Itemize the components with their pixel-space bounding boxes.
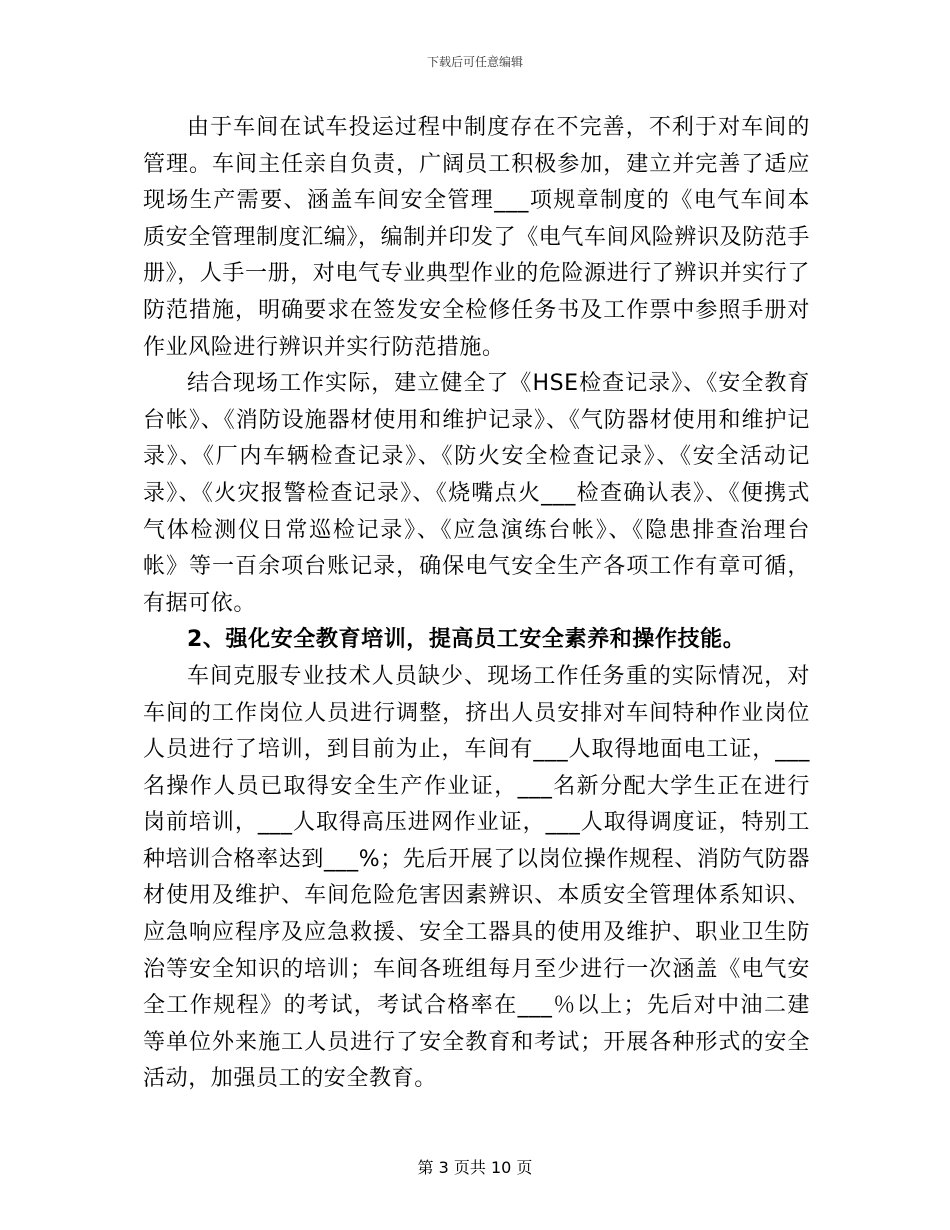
section-heading-training: 2、强化安全教育培训，提高员工安全素养和操作技能。 — [187, 627, 746, 653]
paragraph-records-ledger: 结合现场工作实际，建立健全了《HSE检查记录》、《安全教育台帐》、《消防设施器材使用和维护记录》、《气防器材使用和维护记录》、《厂内车辆检查记录》、《防火安全检查记录》、《安全活动记录》、《火灾报警检查记录》、《烧嘴点火___检查确认表》、《便携式气体检测仪日常巡检记录》、《应急演练台帐》、《隐患排查治理台帐》等一百余项台账记录，确保电气安全生产各项工作有章可循，有据可依。 — [143, 371, 810, 616]
paragraph-management-system: 由于车间在试车投运过程中制度存在不完善，不利于对车间的管理。车间主任亲自负责，广阔员工积极参加，建立并完善了适应现场生产需要、涵盖车间安全管理___项规章制度的《电气车间本质安全管理制度汇编》，编制并印发了《电气车间风险辨识及防范手册》，人手一册，对电气专业典型作业的危险源进行了辨识并实行了防范措施，明确要求在签发安全检修任务书及工作票中参照手册对作业风险进行辨识并实行防范措施。 — [143, 115, 811, 360]
paragraph-training-details: 车间克服专业技术人员缺少、现场工作任务重的实际情况，对车间的工作岗位人员进行调整，挤出人员安排对车间特种作业岗位人员进行了培训，到目前为止，车间有___人取得地面电工证，___名操作人员已取得安全生产作业证，___名新分配大学生正在进行岗前培训，___人取得高压进网作业证，___人取得调度证，特别工种培训合格率达到___%；先后开展了以岗位操作规程、消防气防器材使用及维护、车间危险危害因素辨识、本质安全管理体系知识、应急响应程序及应急救援、安全工器具的使用及维护、职业卫生防治等安全知识的培训；车间各班组每月至少进行一次涵盖《电气安全工作规程》的考试，考试合格率在___％以上；先后对中油二建等单位外来施工人员进行了安全教育和考试；开展各种形式的安全活动，加强员工的安全教育。 — [143, 663, 810, 1092]
document-body — [143, 110, 810, 1098]
header-note: 下载后可任意编辑 — [426, 55, 523, 69]
page-number: 第 3 页共 10 页 — [417, 1158, 533, 1177]
